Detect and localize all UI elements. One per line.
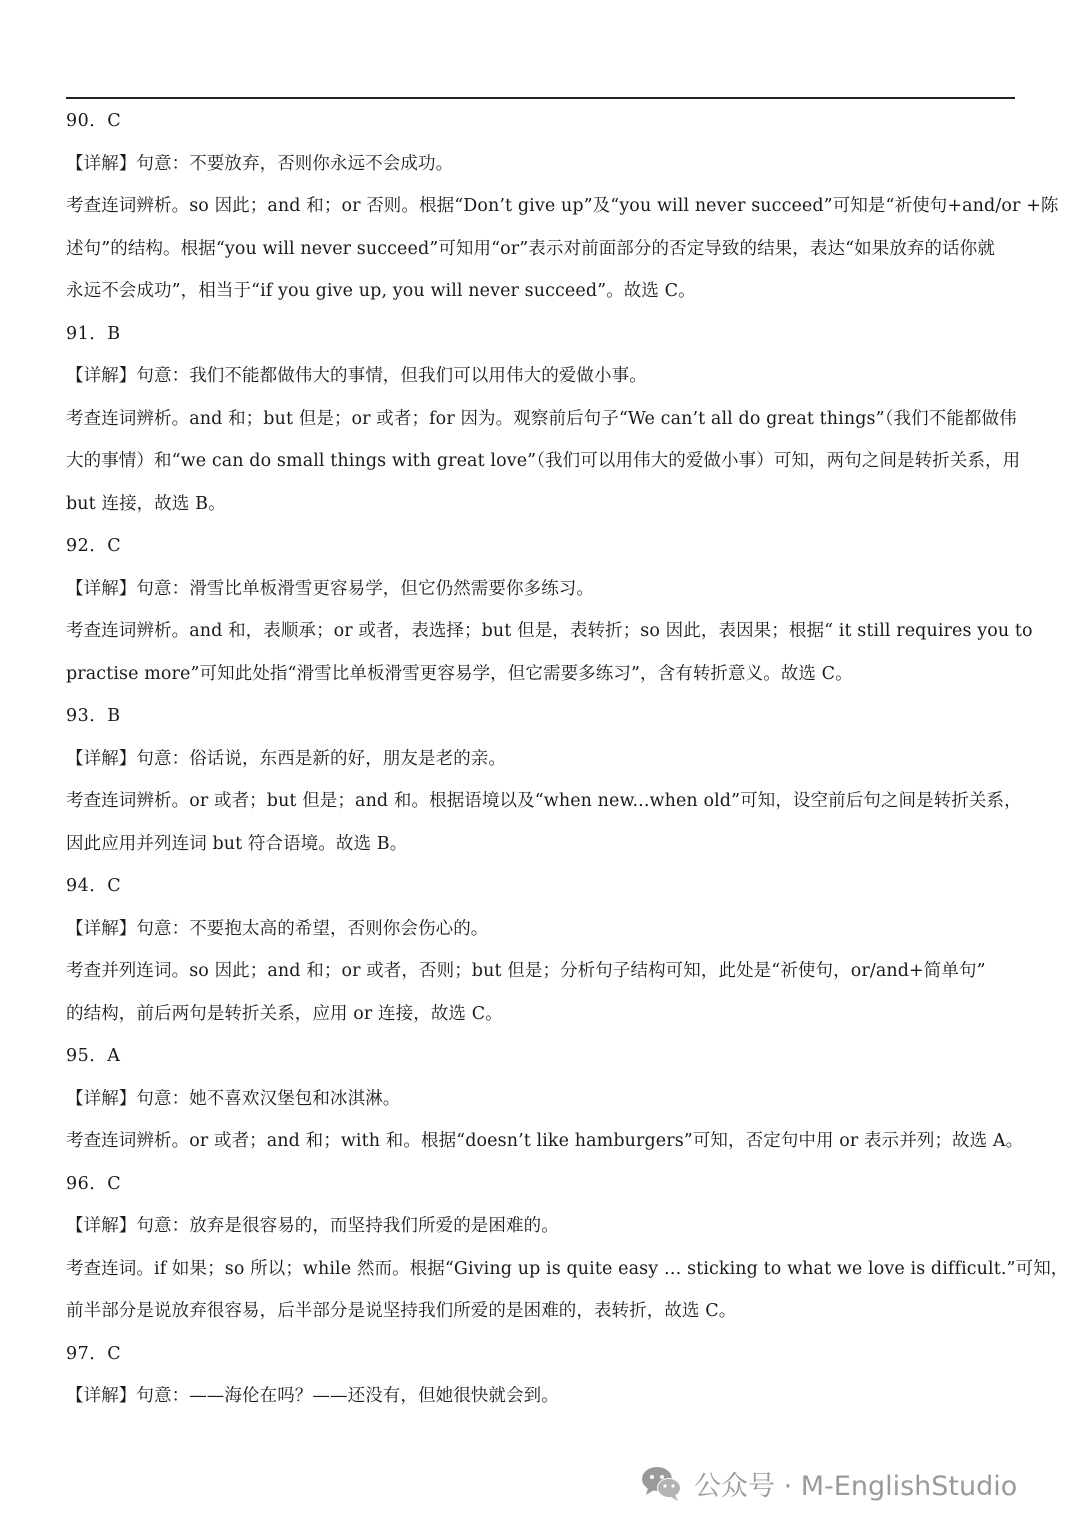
answer-90: 90．C: [66, 111, 122, 131]
answer-95: 95．A: [66, 1046, 121, 1066]
analysis-94-line-1: 考查并列连词。so 因此；and 和；or 或者，否则；but 但是；分析句子结构可知，此处是“祈使句，or/and+简单句”: [66, 961, 986, 981]
analysis-90-line-2: 述句”的结构。根据“you will never succeed”可知用“or”表示对前面部分的否定导致的结果，表达“如果放弃的话你就: [66, 238, 995, 259]
analysis-93-line-2: 因此应用并列连词 but 符合语境。故选 B。: [66, 833, 408, 854]
detail-95: 【详解】句意：她不喜欢汉堡包和冰淇淋。: [66, 1088, 401, 1109]
detail-90: 【详解】句意：不要放弃，否则你永远不会成功。: [66, 153, 454, 174]
detail-92: 【详解】句意：滑雪比单板滑雪更容易学，但它仍然需要你多练习。: [66, 578, 594, 599]
analysis-91-line-2: 大的事情）和“we can do small things with great love”（我们可以用伟大的爱做小事）可知，两句之间是转折关系，用: [66, 451, 1021, 471]
watermark: [640, 1458, 1017, 1508]
answer-93: 93．B: [66, 706, 121, 726]
answer-94: 94．C: [66, 876, 122, 896]
analysis-96-line-1: 考查连词。if 如果；so 所以；while 然而。根据“Giving up is quite easy … sticking to what we love is difficult.”可知，: [66, 1258, 1069, 1279]
analysis-94-line-2: 的结构，前后两句是转折关系，应用 or 连接，故选 C。: [66, 1003, 503, 1024]
answer-96: 96．C: [66, 1173, 122, 1194]
detail-94: 【详解】句意：不要抱太高的希望，否则你会伤心的。: [66, 918, 489, 939]
analysis-90-line-1: 考查连词辨析。so 因此；and 和；or 否则。根据“Don’t give up”及“you will never succeed”可知是“祈使句+and/or +陈: [66, 196, 1059, 216]
detail-97: 【详解】句意：——海伦在吗？——还没有，但她很快就会到。: [66, 1386, 559, 1406]
analysis-91-line-1: 考查连词辨析。and 和；but 但是；or 或者；for 因为。观察前后句子“We can’t all do great things”（我们不能都做伟: [66, 408, 1017, 429]
analysis-95-line-1: 考查连词辨析。or 或者；and 和；with 和。根据“doesn’t like hamburgers”可知，否定句中用 or 表示并列；故选 A。: [66, 1131, 1024, 1151]
analysis-96-line-2: 前半部分是说放弃很容易，后半部分是说坚持我们所爱的是困难的，表转折，故选 C。: [66, 1301, 737, 1321]
header-rule: [66, 97, 1015, 99]
answer-92: 92．C: [66, 536, 122, 556]
watermark-text: 公众号 · M-EnglishStudio: [694, 1470, 1018, 1502]
answer-explanations: [66, 100, 1069, 1418]
wechat-icon: [640, 1463, 684, 1503]
analysis-92-line-2: practise more”可知此处指“滑雪比单板滑雪更容易学，但它需要多练习”，含有转折意义。故选 C。: [66, 663, 853, 684]
answer-97: 97．C: [66, 1343, 122, 1364]
analysis-93-line-1: 考查连词辨析。or 或者；but 但是；and 和。根据语境以及“when new...when old”可知，设空前后句之间是转折关系，: [66, 791, 1022, 811]
analysis-92-line-1: 考查连词辨析。and 和，表顺承；or 或者，表选择；but 但是，表转折；so 因此，表因果；根据“ it still requires you to: [66, 621, 1033, 641]
detail-96: 【详解】句意：放弃是很容易的，而坚持我们所爱的是困难的。: [66, 1216, 559, 1236]
answer-91: 91．B: [66, 323, 121, 344]
detail-93: 【详解】句意：俗话说，东西是新的好，朋友是老的亲。: [66, 748, 506, 769]
analysis-90-line-3: 永远不会成功”，相当于“if you give up, you will never succeed”。故选 C。: [66, 281, 696, 301]
analysis-91-line-3: but 连接，故选 B。: [66, 493, 226, 514]
detail-91: 【详解】句意：我们不能都做伟大的事情，但我们可以用伟大的爱做小事。: [66, 366, 647, 386]
